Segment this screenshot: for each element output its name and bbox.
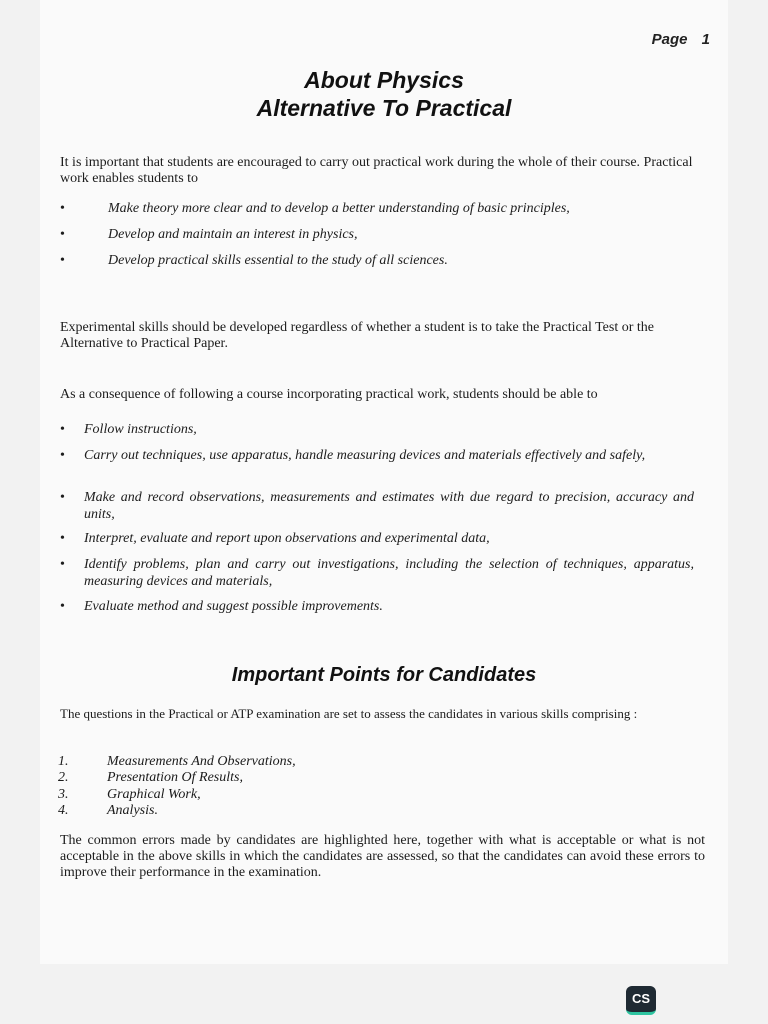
bullet-icon: • (60, 531, 65, 546)
list-item-text: Interpret, evaluate and report upon observations and experimental data, (84, 531, 490, 546)
list-item-text: Evaluate method and suggest possible improvements. (84, 599, 383, 614)
document-page (40, 0, 728, 964)
list-item-text: Presentation Of Results, (107, 770, 243, 785)
closing-paragraph: The common errors made by candidates are highlighted here, together with what is acceptable or what is not acceptable in the above skills in which the candidates are assessed, so that the candidates can avoid these errors to improve their performance in the examination. (60, 833, 705, 880)
list-item-text: Develop and maintain an interest in physics, (108, 227, 358, 242)
bullet-icon: • (60, 557, 65, 572)
list-item-text: Follow instructions, (84, 422, 197, 437)
consequence-paragraph: As a consequence of following a course incorporating practical work, students should be able to (60, 387, 598, 402)
experimental-paragraph: Experimental skills should be developed regardless of whether a student is to take the Practical Test or the Alternative to Practical Paper. (60, 320, 654, 351)
list-item-text: Make theory more clear and to develop a better understanding of basic principles, (108, 201, 570, 216)
bullet-icon: • (60, 253, 65, 268)
bullet-icon: • (60, 201, 65, 216)
page-subtitle: Alternative To Practical (256, 95, 512, 121)
list-item-text: Analysis. (107, 803, 158, 818)
list-item-number: 2. (58, 770, 69, 785)
list-item-number: 1. (58, 754, 69, 769)
candidates-paragraph: The questions in the Practical or ATP examination are set to assess the candidates in various skills comprising : (60, 706, 638, 721)
list-item-text: Carry out techniques, use apparatus, handle measuring devices and materials effectively and safely, (84, 448, 646, 463)
list-item (0, 770, 768, 786)
list-item-number: 4. (58, 803, 69, 818)
page-number: Page 1 (651, 31, 710, 48)
section-heading: Important Points for Candidates (231, 664, 537, 686)
bullet-icon: • (60, 599, 65, 614)
list-item-number: 3. (58, 787, 69, 802)
list-item (0, 803, 768, 819)
bullet-icon: • (60, 422, 65, 437)
list-item-text: Identify problems, plan and carry out investigations, including the selection of techniques, apparatus, measuring devices and materials, (84, 557, 694, 589)
intro-paragraph: It is important that students are encouraged to carry out practical work during the whole of their course. Practical work enables students to (60, 155, 693, 186)
list-item-text: Make and record observations, measurements and estimates with due regard to precision, accuracy and units, (84, 490, 694, 522)
list-item (0, 754, 768, 770)
list-item-text: Measurements And Observations, (107, 754, 296, 769)
list-item (0, 787, 768, 803)
page-title: About Physics (304, 67, 464, 93)
list-item-text: Develop practical skills essential to the study of all sciences. (108, 253, 448, 268)
bullet-icon: • (60, 227, 65, 242)
bullet-icon: • (60, 490, 65, 505)
list-item-text: Graphical Work, (107, 787, 201, 802)
bullet-icon: • (60, 448, 65, 463)
camscanner-logo-icon: CS (626, 986, 656, 1015)
